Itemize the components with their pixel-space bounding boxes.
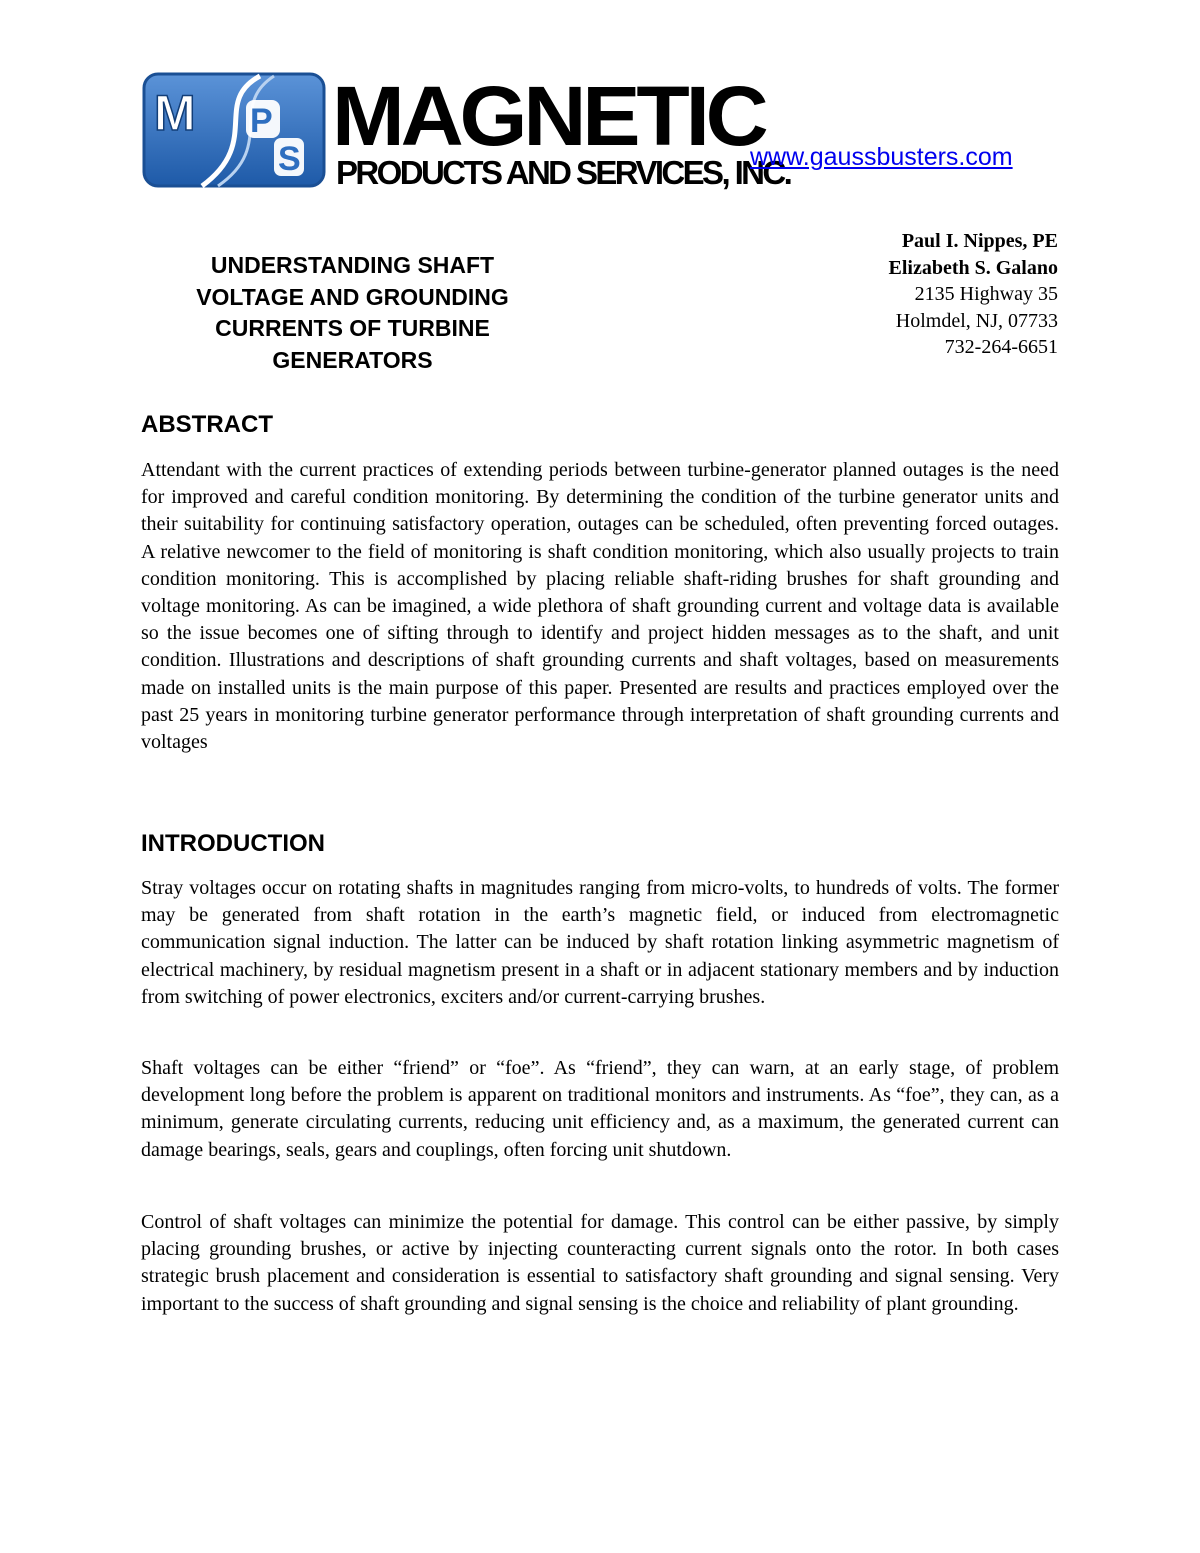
author-name: Paul I. Nippes, PE: [901, 230, 1058, 252]
address-line: 2135 Highway 35: [914, 283, 1058, 305]
svg-text:M: M: [154, 85, 196, 141]
intro-paragraph: Control of shaft voltages can minimize the potential for damage. This control can be either passive, by simply placing grounding brushes, or active by injecting counteracting current signals onto the rotor. In both cases strategic brush placement and consideration is essential to satisfactory shaft grounding and signal sensing. Very important to the success of shaft grounding and signal sensing is the choice and reliability of plant grounding.: [141, 1211, 1059, 1315]
title-line: GENERATORS: [272, 346, 433, 373]
introduction-heading: INTRODUCTION: [141, 830, 325, 857]
intro-paragraph: Shaft voltages can be either “friend” or “foe”. As “friend”, they can warn, at an early stage, of problem development long before the problem is apparent on traditional monitors and instruments. As “foe”, they can, as a minimum, generate circulating currents, reducing unit efficiency and, as a maximum, the generated current can damage bearings, seals, gears and couplings, often forcing unit shutdown.: [141, 1057, 1059, 1161]
title-line: VOLTAGE AND GROUNDING: [196, 283, 509, 310]
address-line: Holmdel, NJ, 07733: [895, 309, 1058, 332]
website-link[interactable]: www.gaussbusters.com: [750, 143, 1013, 171]
abstract-heading: ABSTRACT: [141, 411, 273, 438]
author-name: Elizabeth S. Galano: [888, 256, 1058, 279]
abstract-paragraph: Attendant with the current practices of extending periods between turbine-generator planned outages is the need for improved and careful condition monitoring. By determining the condition of the turbine generator units and their suitability for continuing satisfactory operation, outages can be scheduled, often preventing forced outages. A relative newcomer to the field of monitoring is shaft condition monitoring, which also usually projects to train condition monitoring. This is accomplished by placing reliable shaft-riding brushes for shaft grounding and voltage monitoring. As can be imagined, a wide plethora of shaft grounding current and voltage data is available so the issue becomes one of sifting through to identify and project hidden messages as to the shaft, and unit condition. Illustrations and descriptions of shaft grounding currents and shaft voltages, based on measurements made on installed units is the main purpose of this paper. Presented are results and practices employed over the past 25 years in monitoring turbine generator performance through interpretation of shaft grounding currents and voltages: [141, 459, 1059, 754]
phone-number: 732-264-6651: [944, 336, 1058, 358]
intro-paragraph: Stray voltages occur on rotating shafts in magnitudes ranging from micro-volts, to hundreds of volts. The former may be generated from shaft rotation in the earth’s magnetic field, or induced from electromagnetic communication signal induction. The latter can be induced by shaft rotation linking asymmetric magnetism of electrical machinery, by residual magnetism present in a shaft or in adjacent stationary members and by induction from switching of power electronics, exciters and/or current-carrying brushes.: [141, 877, 1059, 1008]
paper-title: [140, 250, 565, 376]
title-line: CURRENTS OF TURBINE: [215, 315, 490, 341]
logo-wordmark: MAGNETIC: [332, 69, 765, 163]
title-line: UNDERSTANDING SHAFT: [210, 252, 495, 278]
mps-logo-icon: [142, 72, 328, 190]
author-block: [889, 228, 1058, 361]
svg-text:S: S: [278, 140, 301, 178]
svg-text:P: P: [250, 102, 273, 140]
logo-subline: PRODUCTS AND SERVICES, INC.: [336, 154, 791, 191]
company-logo: [142, 69, 791, 191]
